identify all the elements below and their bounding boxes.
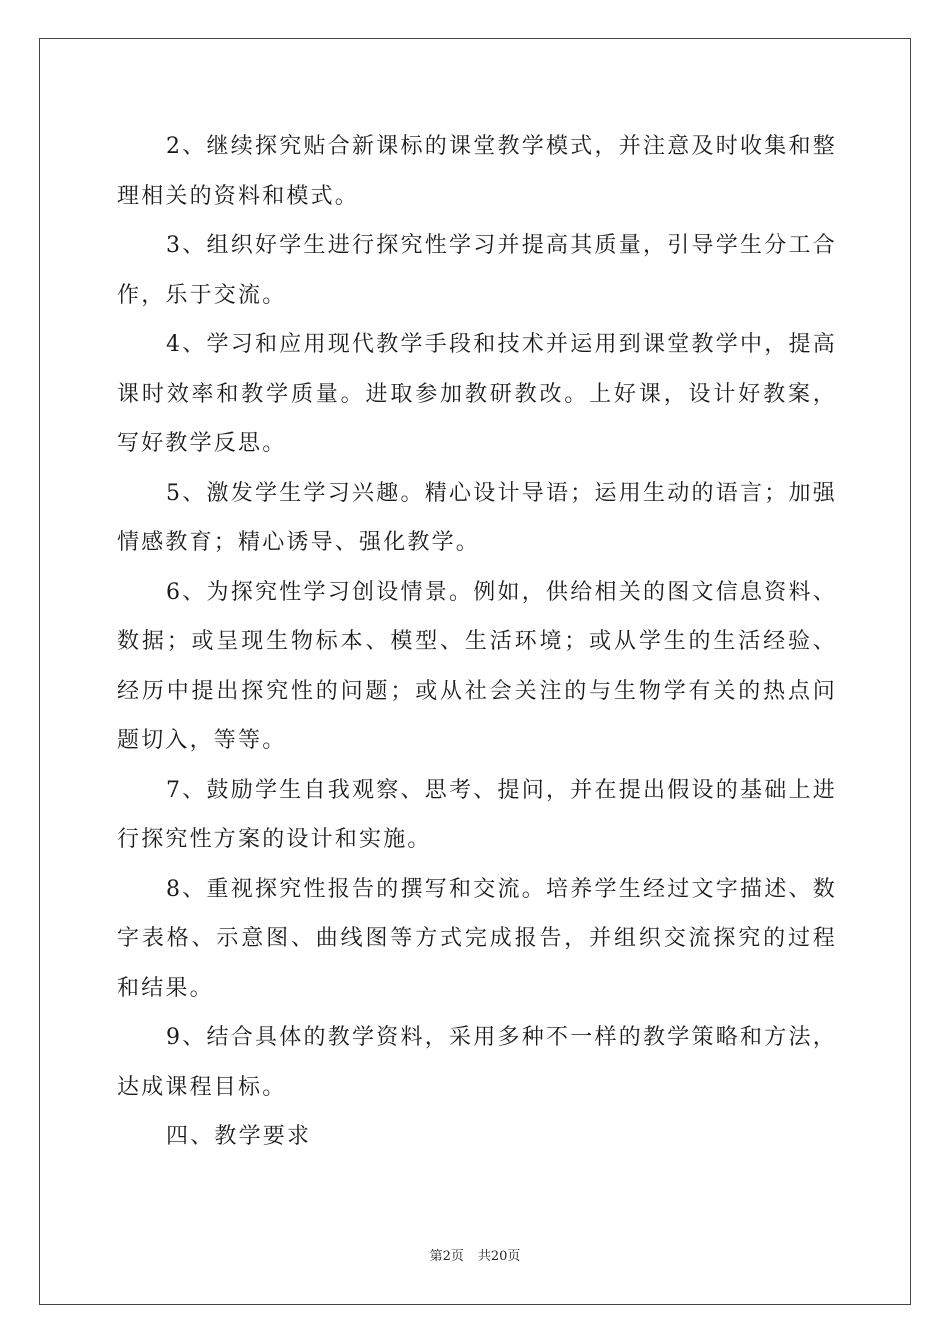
paragraph-item-9: 9、结合具体的教学资料，采用多种不一样的教学策略和方法，达成课程目标。 (117, 1025, 837, 1100)
paragraph-item-3: 3、组织好学生进行探究性学习并提高其质量，引导学生分工合作，乐于交流。 (117, 233, 837, 308)
current-page-number: 第2页 (429, 1249, 464, 1264)
paragraph-item-4: 4、学习和应用现代教学手段和技术并运用到课堂教学中，提高课时效率和教学质量。进取参加教研教改。上好课，设计好教案，写好教学反思。 (117, 332, 837, 456)
document-body (117, 122, 837, 1162)
paragraph-item-2: 2、继续探究贴合新课标的课堂教学模式，并注意及时收集和整理相关的资料和模式。 (117, 134, 837, 209)
paragraph-item-8: 8、重视探究性报告的撰写和交流。培养学生经过文字描述、数字表格、示意图、曲线图等方式完成报告，并组织交流探究的过程和结果。 (117, 876, 837, 1001)
paragraph-item-5: 5、激发学生学习兴趣。精心设计导语；运用生动的语言；加强情感教育；精心诱导、强化教学。 (117, 480, 837, 555)
paragraph-item-6: 6、为探究性学习创设情景。例如，供给相关的图文信息资料、数据；或呈现生物标本、模型、生活环境；或从学生的生活经验、经历中提出探究性的问题；或从社会关注的与生物学有关的热点问题切入，等等。 (117, 579, 837, 753)
page-footer (0, 1245, 950, 1264)
total-page-count: 共20页 (477, 1249, 521, 1264)
paragraph-item-7: 7、鼓励学生自我观察、思考、提问，并在提出假设的基础上进行探究性方案的设计和实施。 (117, 777, 837, 852)
section-heading-teaching-requirements: 四、教学要求 (166, 1124, 312, 1149)
